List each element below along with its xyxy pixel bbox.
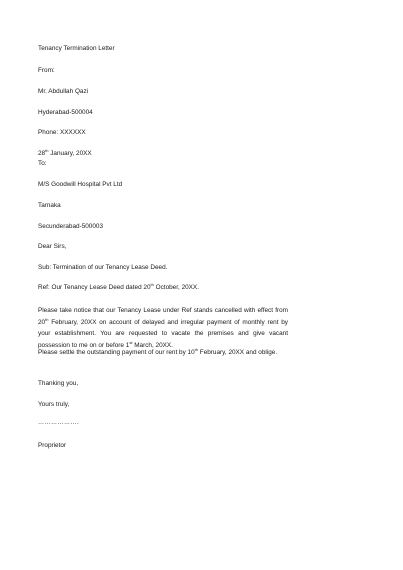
para1-sup-2: st: [129, 339, 133, 345]
para2-sup: th: [194, 346, 199, 352]
date-day: 28: [38, 150, 46, 157]
signature-line: ……………….: [38, 420, 80, 426]
body-paragraph-1: [38, 305, 288, 351]
para2-part-b: February, 20XX and oblige.: [198, 349, 278, 356]
ref-rest: October, 20XX.: [153, 284, 199, 291]
ref-prefix: Ref: Our Tenancy Lease Deed dated 20: [38, 284, 151, 291]
date-rest: January, 20XX: [48, 150, 92, 157]
closing-thanks: Thanking you,: [38, 380, 79, 387]
para1-part-c: March, 20XX.: [132, 341, 173, 349]
sender-phone: Phone: XXXXXX: [38, 129, 86, 136]
salutation: Dear Sirs,: [38, 243, 67, 250]
subject-line: Sub: Termination of our Tenancy Lease Deed.: [38, 264, 168, 271]
reference-line: [38, 281, 199, 292]
recipient-area: Tarnaka: [38, 202, 61, 209]
para1-sup-1: th: [45, 316, 49, 322]
from-label: From:: [38, 67, 55, 74]
closing-yours: Yours truly,: [38, 401, 70, 408]
para2-part-a: Please settle the outstanding payment of our rent by 10: [38, 349, 195, 356]
date-suffix: th: [45, 147, 49, 153]
recipient-name: M/S Goodwill Hospital Pvt Ltd: [38, 181, 123, 188]
letter-title: Tenancy Termination Letter: [38, 45, 115, 52]
body-paragraph-2: [38, 346, 278, 357]
para1-part-b: February, 20XX on account of delayed and irregular payment of monthly rent by your establishment. You are requested to vacate the premises and give vacant possession to me on or before 1: [38, 318, 288, 349]
para1-part-a: Please take notice that our Tenancy Lease under Ref stands cancelled with effect from 20: [38, 307, 288, 326]
to-label: To:: [38, 160, 47, 167]
sender-city: Hyderabad-500004: [38, 109, 93, 116]
recipient-city: Secunderabad-500003: [38, 223, 104, 230]
letter-date: [38, 147, 92, 158]
signatory-title: Proprietor: [38, 442, 67, 449]
ref-suffix: th: [150, 281, 154, 287]
sender-name: Mr. Abdullah Qazi: [38, 88, 89, 95]
